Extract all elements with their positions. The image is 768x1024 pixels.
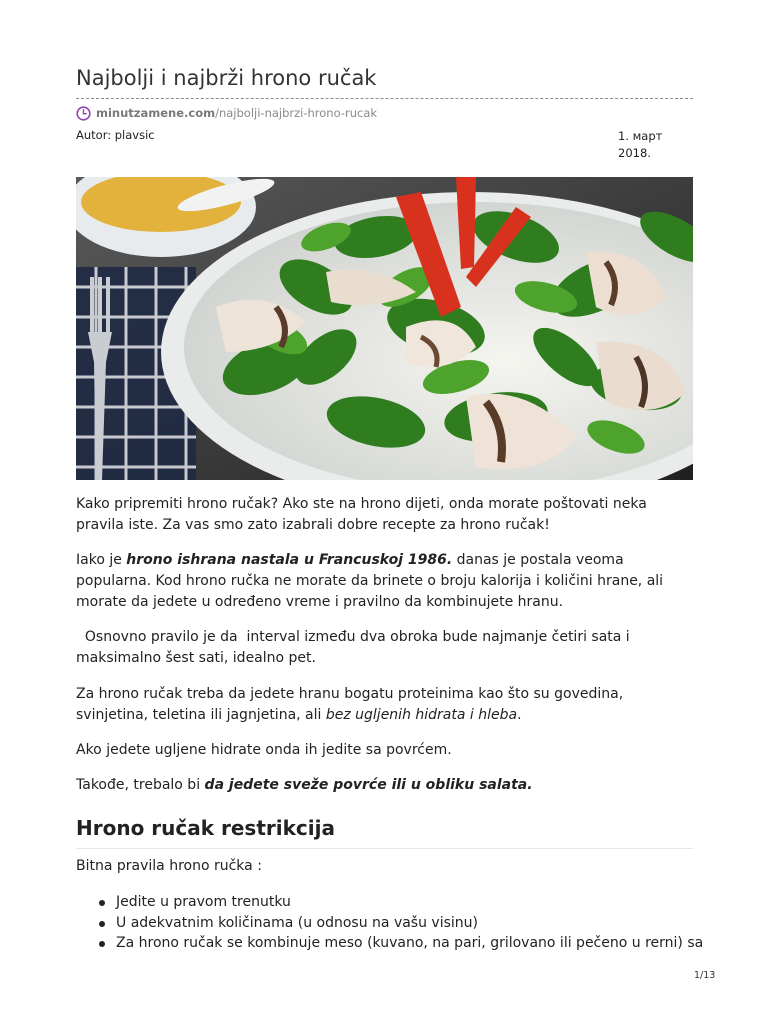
history-paragraph: [76, 550, 693, 613]
history-text-end: danas je postala veoma popularna. Kod hrono ručka ne morate da brinete o broju kalorija i količini hrane, ali morate da jedete u određeno vreme i pravilno da kombinujete hranu.: [76, 552, 664, 610]
article-hero-image: [76, 177, 693, 480]
section-intro: Bitna pravila hrono ručka :: [76, 858, 262, 874]
list-item: Za hrono ručak se kombinuje meso (kuvano, na pari, grilovano ili pečeno u rerni) sa: [76, 933, 716, 954]
publish-date-day: 1. март: [618, 129, 663, 143]
protein-text-end: .: [517, 707, 522, 723]
source-link[interactable]: [76, 105, 377, 121]
history-emphasis: hrono ishrana nastala u Francuskoj 1986.: [126, 552, 453, 568]
source-path: /najbolji-najbrzi-hrono-rucak: [215, 106, 378, 120]
clock-icon: [76, 106, 91, 121]
rule-paragraph: Osnovno pravilo je da interval između dva obroka bude najmanje četiri sata i maksimalno šest sati, idealno pet.: [76, 629, 635, 666]
author-line: Autor: plavsic: [76, 128, 155, 142]
protein-paragraph: [76, 684, 693, 726]
page-indicator: 1/13: [694, 970, 716, 981]
section-heading: Hrono ručak restrikcija: [76, 816, 335, 840]
vegetables-text-start: Takođe, trebalo bi: [76, 777, 205, 793]
intro-paragraph: Kako pripremiti hrono ručak? Ako ste na hrono dijeti, onda morate poštovati neka pravila iste. Za vas smo zato izabrali dobre recepte za hrono ručak!: [76, 496, 647, 533]
title-divider: [76, 98, 693, 99]
list-item: U adekvatnim količinama (u odnosu na vašu visinu): [76, 913, 716, 934]
source-domain: minutzamene.com: [96, 106, 216, 120]
list-item: Jedite u pravom trenutku: [76, 892, 716, 913]
carbs-paragraph: Ako jedete ugljene hidrate onda ih jedite sa povrćem.: [76, 742, 452, 758]
section-divider: [76, 848, 693, 849]
protein-emphasis: bez ugljenih hidrata i hleba: [325, 707, 518, 723]
publish-date-year: 2018.: [618, 146, 651, 160]
history-text-start: Iako je: [76, 552, 127, 568]
vegetables-emphasis: da jedete sveže povrće ili u obliku salata.: [204, 777, 533, 793]
publish-date: [618, 128, 693, 162]
page-title: Najbolji i najbrži hrono ručak: [76, 66, 377, 90]
protein-text-start: Za hrono ručak treba da jedete hranu bogatu proteinima kao što su govedina, svinjetina, teletina ili jagnjetina, ali: [76, 686, 624, 723]
vegetables-paragraph: [76, 775, 693, 796]
rules-list: [76, 892, 716, 954]
